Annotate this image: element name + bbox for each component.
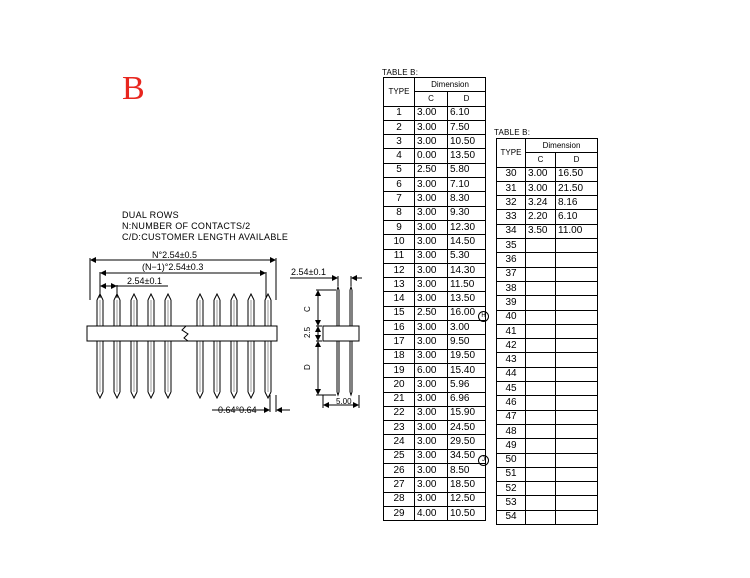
d-cell xyxy=(556,367,598,381)
table-row xyxy=(497,167,598,181)
marker-j: J xyxy=(478,455,489,466)
table-row xyxy=(497,281,598,295)
pin xyxy=(197,294,203,398)
table-row xyxy=(497,439,598,453)
d-cell: 19.50 xyxy=(448,349,486,363)
c-cell xyxy=(526,281,556,295)
d-label: D xyxy=(303,364,312,370)
figure-label: B xyxy=(122,70,145,107)
table-row xyxy=(384,449,486,463)
type-cell: 44 xyxy=(497,367,526,381)
d-cell: 21.50 xyxy=(556,181,598,195)
type-cell: 29 xyxy=(384,506,415,520)
type-cell: 27 xyxy=(384,478,415,492)
type-cell: 3 xyxy=(384,135,415,149)
table-b2 xyxy=(496,138,598,525)
c-cell: 3.00 xyxy=(415,235,448,249)
d-cell: 29.50 xyxy=(448,435,486,449)
c-cell xyxy=(526,296,556,310)
type-cell: 47 xyxy=(497,410,526,424)
c-cell: 3.00 xyxy=(415,392,448,406)
c-cell xyxy=(526,382,556,396)
table-row xyxy=(497,196,598,210)
type-cell: 50 xyxy=(497,453,526,467)
d-cell: 8.16 xyxy=(556,196,598,210)
table-row xyxy=(384,421,486,435)
dimension-header: Dimension xyxy=(415,78,486,92)
table-row xyxy=(384,192,486,206)
type-cell: 30 xyxy=(497,167,526,181)
d-cell xyxy=(556,382,598,396)
pin xyxy=(114,294,120,398)
type-cell: 33 xyxy=(497,210,526,224)
c-cell: 6.00 xyxy=(415,363,448,377)
d-cell: 5.96 xyxy=(448,378,486,392)
d-header: D xyxy=(448,92,486,106)
type-cell: 52 xyxy=(497,482,526,496)
c-cell: 2.50 xyxy=(415,306,448,320)
c-cell: 3.00 xyxy=(415,192,448,206)
c-cell: 3.00 xyxy=(415,406,448,420)
d-cell xyxy=(556,253,598,267)
type-cell: 34 xyxy=(497,224,526,238)
d-cell xyxy=(556,424,598,438)
type-cell: 9 xyxy=(384,220,415,234)
type-header: TYPE xyxy=(384,78,415,107)
table-b2-title: TABLE B: xyxy=(494,128,531,137)
c-cell: 4.00 xyxy=(415,506,448,520)
table-row xyxy=(384,435,486,449)
d-cell: 10.50 xyxy=(448,506,486,520)
pin xyxy=(97,294,103,398)
type-cell: 41 xyxy=(497,324,526,338)
note-line: C/D:CUSTOMER LENGTH AVAILABLE xyxy=(122,232,289,242)
mid-label: 2.5 xyxy=(303,326,312,338)
front-pins xyxy=(97,294,271,398)
type-cell: 18 xyxy=(384,349,415,363)
break-mark xyxy=(182,326,188,341)
c-cell: 3.00 xyxy=(415,492,448,506)
pin xyxy=(131,294,137,398)
d-cell xyxy=(556,410,598,424)
type-cell: 49 xyxy=(497,439,526,453)
table-row xyxy=(497,253,598,267)
marker-h: H xyxy=(478,311,489,322)
c-cell: 3.00 xyxy=(415,120,448,134)
d-cell xyxy=(556,267,598,281)
type-cell: 35 xyxy=(497,239,526,253)
table-row xyxy=(497,181,598,195)
table-row xyxy=(384,235,486,249)
d-cell xyxy=(556,439,598,453)
type-cell: 4 xyxy=(384,149,415,163)
type-cell: 5 xyxy=(384,163,415,177)
type-cell: 1 xyxy=(384,106,415,120)
type-cell: 2 xyxy=(384,120,415,134)
type-cell: 31 xyxy=(497,181,526,195)
type-cell: 28 xyxy=(384,492,415,506)
pin xyxy=(231,294,237,398)
table-row xyxy=(384,135,486,149)
type-cell: 20 xyxy=(384,378,415,392)
pin xyxy=(248,294,254,398)
type-cell: 40 xyxy=(497,310,526,324)
type-cell: 23 xyxy=(384,421,415,435)
c-cell: 3.00 xyxy=(415,263,448,277)
d-cell: 24.50 xyxy=(448,421,486,435)
type-cell: 37 xyxy=(497,267,526,281)
d-cell xyxy=(556,453,598,467)
table-row xyxy=(384,349,486,363)
c-cell: 3.00 xyxy=(415,249,448,263)
table-row xyxy=(384,406,486,420)
table-row xyxy=(497,396,598,410)
c-cell xyxy=(526,310,556,324)
d-header: D xyxy=(556,153,598,167)
c-cell: 3.00 xyxy=(415,220,448,234)
d-cell: 8.30 xyxy=(448,192,486,206)
c-cell: 3.00 xyxy=(415,278,448,292)
c-cell xyxy=(526,324,556,338)
d-cell xyxy=(556,239,598,253)
d-cell: 14.50 xyxy=(448,235,486,249)
d-cell: 5.80 xyxy=(448,163,486,177)
table-b1-title: TABLE B: xyxy=(382,68,419,77)
type-cell: 7 xyxy=(384,192,415,206)
type-cell: 24 xyxy=(384,435,415,449)
table-row xyxy=(384,249,486,263)
pin xyxy=(165,294,171,398)
d-cell xyxy=(556,296,598,310)
c-cell: 3.00 xyxy=(415,135,448,149)
d-cell xyxy=(556,467,598,481)
table-row xyxy=(497,339,598,353)
d-cell: 18.50 xyxy=(448,478,486,492)
d-cell xyxy=(556,324,598,338)
table-row xyxy=(384,363,486,377)
table-row xyxy=(384,263,486,277)
c-cell: 3.50 xyxy=(526,224,556,238)
table-row xyxy=(384,106,486,120)
pin xyxy=(148,294,154,398)
c-cell xyxy=(526,253,556,267)
table-row xyxy=(384,478,486,492)
table-row xyxy=(497,367,598,381)
type-header: TYPE xyxy=(497,139,526,168)
d-cell xyxy=(556,281,598,295)
type-cell: 22 xyxy=(384,406,415,420)
type-cell: 53 xyxy=(497,496,526,510)
type-cell: 51 xyxy=(497,467,526,481)
c-cell: 3.00 xyxy=(526,181,556,195)
type-cell: 15 xyxy=(384,306,415,320)
type-cell: 39 xyxy=(497,296,526,310)
c-cell: 3.00 xyxy=(415,449,448,463)
d-cell xyxy=(556,339,598,353)
d-cell: 9.30 xyxy=(448,206,486,220)
type-cell: 8 xyxy=(384,206,415,220)
type-cell: 38 xyxy=(497,281,526,295)
type-cell: 45 xyxy=(497,382,526,396)
c-cell: 3.00 xyxy=(415,435,448,449)
c-cell: 3.00 xyxy=(415,321,448,335)
c-cell xyxy=(526,267,556,281)
d-cell: 7.10 xyxy=(448,178,486,192)
table-row xyxy=(384,292,486,306)
d-cell xyxy=(556,510,598,524)
c-cell: 2.20 xyxy=(526,210,556,224)
d-cell: 10.50 xyxy=(448,135,486,149)
c-cell xyxy=(526,396,556,410)
d-cell xyxy=(556,353,598,367)
table-row xyxy=(497,410,598,424)
c-cell: 3.00 xyxy=(526,167,556,181)
type-cell: 19 xyxy=(384,363,415,377)
d-cell: 13.50 xyxy=(448,149,486,163)
c-cell xyxy=(526,496,556,510)
c-cell xyxy=(526,439,556,453)
table-row xyxy=(497,382,598,396)
c-cell: 3.00 xyxy=(415,178,448,192)
type-cell: 26 xyxy=(384,464,415,478)
c-header: C xyxy=(415,92,448,106)
span-label: (N−1)°2.54±0.3 xyxy=(142,262,204,272)
note-line: DUAL ROWS xyxy=(122,210,179,220)
d-cell: 15.40 xyxy=(448,363,486,377)
c-cell: 3.00 xyxy=(415,349,448,363)
d-cell: 9.50 xyxy=(448,335,486,349)
type-cell: 32 xyxy=(497,196,526,210)
dimension-header: Dimension xyxy=(526,139,598,153)
c-header: C xyxy=(526,153,556,167)
table-row xyxy=(497,239,598,253)
d-cell: 34.50 xyxy=(448,449,486,463)
c-cell: 3.00 xyxy=(415,378,448,392)
c-cell xyxy=(526,367,556,381)
type-cell: 54 xyxy=(497,510,526,524)
table-row xyxy=(384,178,486,192)
type-cell: 21 xyxy=(384,392,415,406)
type-cell: 25 xyxy=(384,449,415,463)
table-row xyxy=(384,163,486,177)
d-cell: 11.00 xyxy=(556,224,598,238)
c-cell: 3.00 xyxy=(415,421,448,435)
table-row xyxy=(497,210,598,224)
pin xyxy=(265,294,271,398)
table-row xyxy=(384,278,486,292)
table-row xyxy=(384,378,486,392)
d-cell: 6.10 xyxy=(556,210,598,224)
d-cell: 3.00 xyxy=(448,321,486,335)
c-cell xyxy=(526,424,556,438)
front-housing xyxy=(87,326,277,341)
table-row xyxy=(384,149,486,163)
type-cell: 6 xyxy=(384,178,415,192)
d-cell: 13.50 xyxy=(448,292,486,306)
table-row xyxy=(497,453,598,467)
d-cell: 6.10 xyxy=(448,106,486,120)
d-cell: 7.50 xyxy=(448,120,486,134)
table-row xyxy=(497,353,598,367)
type-cell: 14 xyxy=(384,292,415,306)
table-row xyxy=(384,492,486,506)
d-cell: 16.50 xyxy=(556,167,598,181)
d-cell: 15.90 xyxy=(448,406,486,420)
d-cell xyxy=(556,482,598,496)
row-pitch-label: 2.54±0.1 xyxy=(291,267,326,277)
type-cell: 46 xyxy=(497,396,526,410)
c-cell: 2.50 xyxy=(415,163,448,177)
d-cell xyxy=(556,496,598,510)
table-row xyxy=(384,464,486,478)
table-row xyxy=(384,506,486,520)
d-cell: 12.50 xyxy=(448,492,486,506)
table-row xyxy=(497,324,598,338)
d-cell: 12.30 xyxy=(448,220,486,234)
table-row xyxy=(497,310,598,324)
d-cell xyxy=(556,396,598,410)
c-cell: 3.00 xyxy=(415,478,448,492)
c-label: C xyxy=(303,306,312,312)
c-cell: 3.24 xyxy=(526,196,556,210)
table-row xyxy=(497,496,598,510)
side-housing xyxy=(323,326,359,341)
type-cell: 12 xyxy=(384,263,415,277)
c-cell: 3.00 xyxy=(415,335,448,349)
pin xyxy=(214,294,220,398)
table-row xyxy=(384,120,486,134)
table-row xyxy=(497,510,598,524)
d-cell: 11.50 xyxy=(448,278,486,292)
c-cell xyxy=(526,239,556,253)
table-row xyxy=(497,467,598,481)
d-cell: 5.30 xyxy=(448,249,486,263)
d-cell: 14.30 xyxy=(448,263,486,277)
type-cell: 43 xyxy=(497,353,526,367)
type-cell: 11 xyxy=(384,249,415,263)
c-cell xyxy=(526,453,556,467)
d-cell: 16.00 xyxy=(448,306,486,320)
c-cell xyxy=(526,482,556,496)
c-cell xyxy=(526,410,556,424)
table-row xyxy=(497,482,598,496)
c-cell xyxy=(526,510,556,524)
table-row xyxy=(497,424,598,438)
note-line: N:NUMBER OF CONTACTS/2 xyxy=(122,221,251,231)
table-row xyxy=(384,306,486,320)
table-row xyxy=(497,224,598,238)
d-cell xyxy=(556,310,598,324)
type-cell: 42 xyxy=(497,339,526,353)
table-row xyxy=(497,296,598,310)
c-cell: 3.00 xyxy=(415,106,448,120)
type-cell: 36 xyxy=(497,253,526,267)
table-row xyxy=(384,335,486,349)
c-cell: 0.00 xyxy=(415,149,448,163)
type-cell: 48 xyxy=(497,424,526,438)
type-cell: 17 xyxy=(384,335,415,349)
table-row xyxy=(384,206,486,220)
c-cell xyxy=(526,467,556,481)
overall-label: N°2.54±0.5 xyxy=(152,250,198,260)
table-b1 xyxy=(383,77,486,521)
c-cell: 3.00 xyxy=(415,292,448,306)
type-cell: 16 xyxy=(384,321,415,335)
width-label: 5.00 xyxy=(336,397,352,406)
table-row xyxy=(384,321,486,335)
c-cell: 3.00 xyxy=(415,206,448,220)
c-cell xyxy=(526,353,556,367)
type-cell: 10 xyxy=(384,235,415,249)
table-row xyxy=(384,220,486,234)
d-cell: 6.96 xyxy=(448,392,486,406)
pitch-label: 2.54±0.1 xyxy=(127,276,162,286)
c-cell: 3.00 xyxy=(415,464,448,478)
table-row xyxy=(497,267,598,281)
d-cell: 8.50 xyxy=(448,464,486,478)
table-row xyxy=(384,392,486,406)
type-cell: 13 xyxy=(384,278,415,292)
pin-label: 0.64°0.64 xyxy=(218,405,257,415)
c-cell xyxy=(526,339,556,353)
